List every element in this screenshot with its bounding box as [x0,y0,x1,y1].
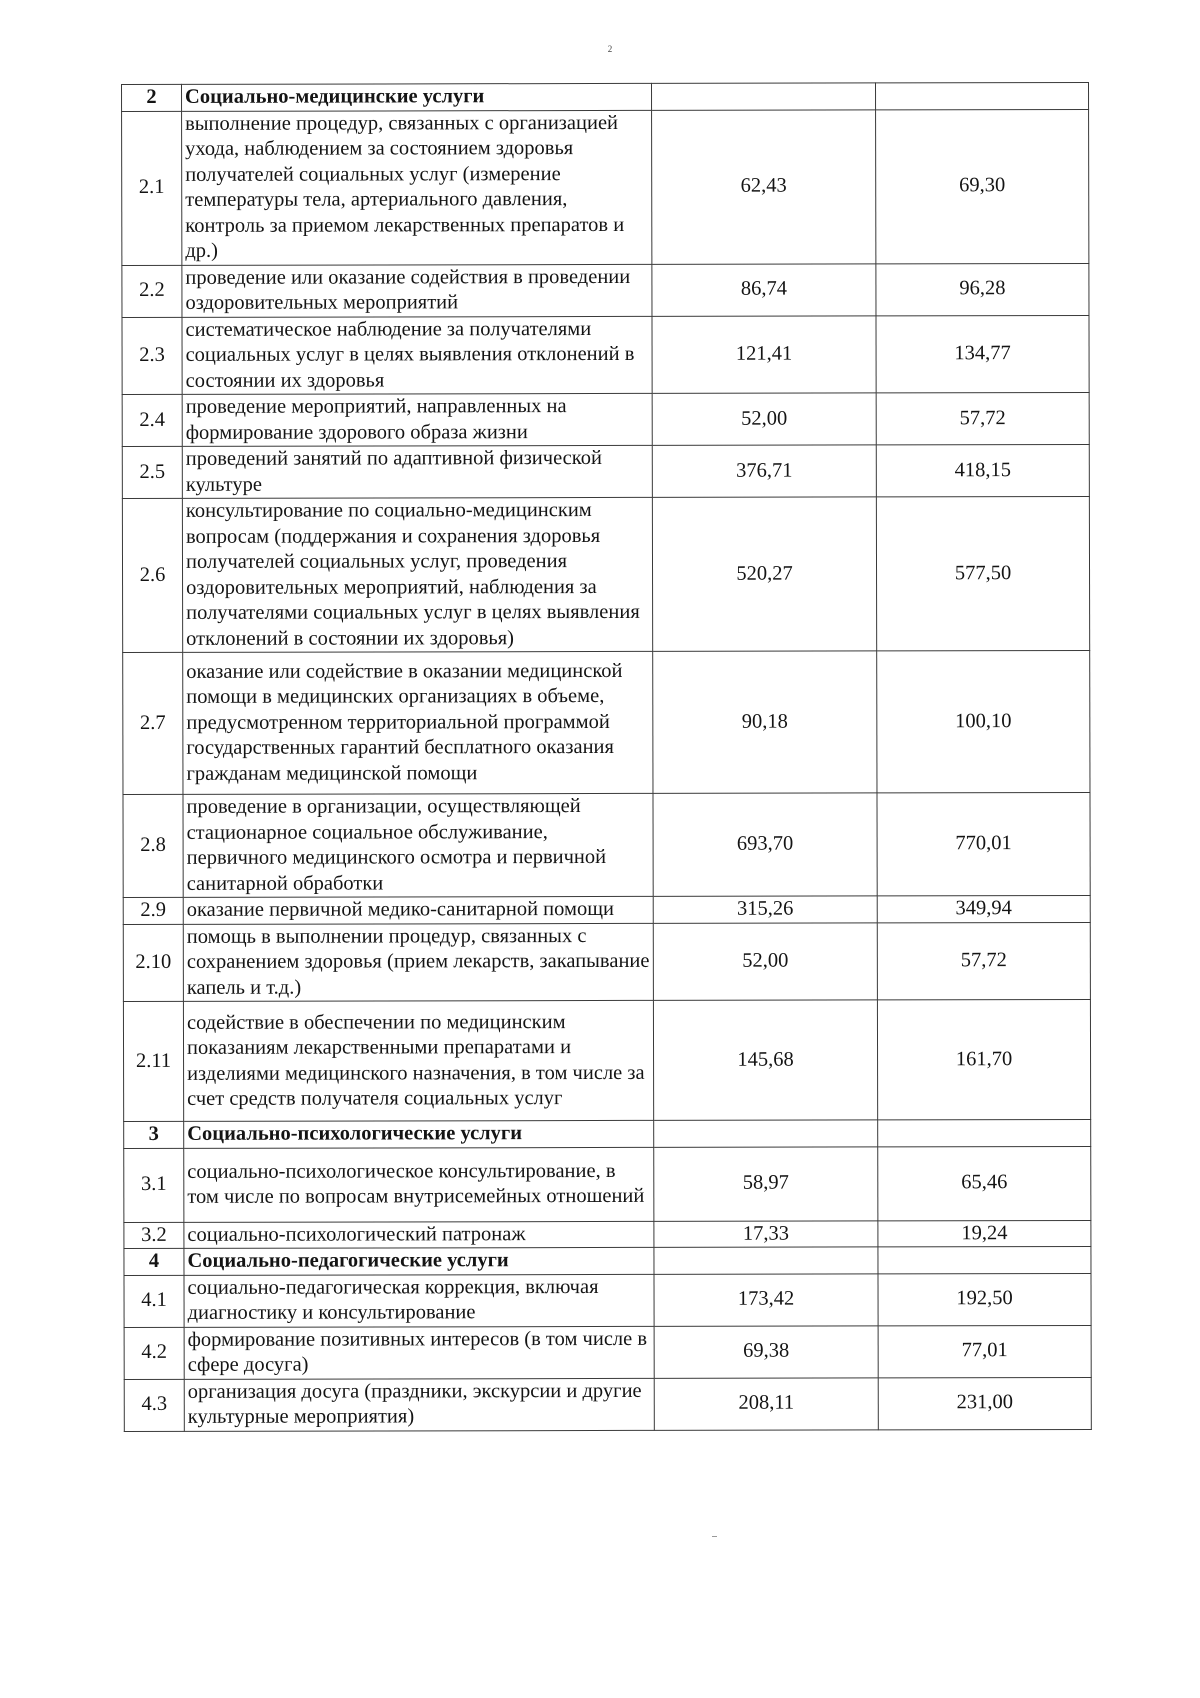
service-description-cell: оказание первичной медико-санитарной помощи [183,896,653,923]
value-cell-1 [651,83,875,110]
value-cell-2: 161,70 [877,999,1090,1119]
service-description-cell: оказание или содействие в оказании медицинской помощи в медицинских организациях в объеме, предусмотренном территориальной программой государственных гарантий бесплатного оказания гражданам медицинской помощи [183,651,653,794]
table-row [123,999,1090,1121]
value-cell-1: 69,38 [654,1325,878,1377]
value-cell-1: 52,00 [652,393,876,445]
service-description-cell: социально-психологическое консультирование, в том числе по вопросам внутрисемейных отношений [184,1147,654,1222]
service-description-cell: выполнение процедур, связанных с организацией ухода, наблюдением за состоянием здоровья получателей социальных услуг (измерение температуры тела, артериального давления, контроль за приемом лекарственных препаратов и др.) [182,110,652,265]
row-number-cell: 2.6 [122,498,182,652]
value-cell-1 [654,1120,878,1147]
value-cell-1: 121,41 [652,315,876,393]
table-row [123,922,1090,1002]
value-cell-1 [654,1247,878,1274]
service-description-cell: организация досуга (праздники, экскурсии и другие культурные мероприятия) [184,1378,654,1431]
value-cell-2: 192,50 [878,1273,1091,1325]
section-title-cell: Социально-педагогические услуги [184,1247,654,1274]
value-cell-1: 376,71 [652,445,876,497]
table-row [122,315,1089,395]
service-description-cell: социально-психологический патронаж [184,1221,654,1248]
value-cell-2: 65,46 [878,1146,1091,1220]
table-row [124,1325,1091,1379]
table-row [122,496,1089,652]
service-description-cell: социально-педагогическая коррекция, включая диагностику и консультирование [184,1274,654,1327]
row-number-cell: 2.11 [123,1001,183,1121]
row-number-cell: 2.4 [122,394,182,446]
section-row [124,1119,1091,1148]
value-cell-1: 86,74 [652,263,876,315]
value-cell-1: 62,43 [652,109,876,263]
scan-speck [712,1536,717,1537]
table-row [123,895,1090,924]
row-number-cell: 2 [122,84,182,111]
value-cell-2: 19,24 [878,1220,1091,1247]
table-row [124,1146,1091,1222]
value-cell-2: 77,01 [878,1325,1091,1377]
value-cell-1: 173,42 [654,1273,878,1325]
table-row [122,109,1089,265]
table-row [124,1377,1091,1431]
value-cell-1: 145,68 [653,1000,877,1120]
row-number-cell: 4.1 [124,1275,184,1327]
service-description-cell: помощь в выполнении процедур, связанных с сохранением здоровья (прием лекарств, закапывание капель и т.д.) [183,923,653,1001]
row-number-cell: 2.7 [123,652,183,794]
table-row [123,792,1090,897]
row-number-cell: 2.9 [123,897,183,924]
value-cell-1: 315,26 [653,896,877,923]
table-row [124,1220,1091,1249]
section-row [122,82,1089,111]
value-cell-2: 134,77 [876,315,1089,393]
service-description-cell: систематическое наблюдение за получателями социальных услуг в целях выявления отклонений в состоянии их здоровья [182,316,652,394]
service-description-cell: проведений занятий по адаптивной физической культуре [182,445,652,498]
table-row [124,1273,1091,1327]
row-number-cell: 4.2 [124,1327,184,1379]
service-description-cell: формирование позитивных интересов (в том числе в сфере досуга) [184,1326,654,1379]
table-row [122,263,1089,317]
value-cell-1: 90,18 [653,651,877,793]
service-description-cell: проведение мероприятий, направленных на формирование здорового образа жизни [182,393,652,446]
row-number-cell: 2.5 [122,446,182,498]
row-number-cell: 3.2 [124,1222,184,1249]
value-cell-2: 349,94 [877,895,1090,922]
value-cell-2 [878,1119,1091,1146]
value-cell-2 [875,82,1088,109]
value-cell-2 [878,1246,1091,1273]
value-cell-2: 69,30 [876,109,1089,263]
value-cell-1: 693,70 [653,793,877,896]
section-title-cell: Социально-медицинские услуги [182,83,652,110]
service-description-cell: содействие в обеспечении по медицинским показаниям лекарственными препаратами и изделиями медицинского назначения, в том числе за счет средств получателя социальных услуг [183,1000,653,1121]
row-number-cell: 3 [124,1121,184,1148]
row-number-cell: 2.8 [123,794,183,897]
section-row [124,1246,1091,1275]
row-number-cell: 2.1 [122,111,182,265]
table-row [123,650,1090,794]
value-cell-2: 57,72 [877,922,1090,1000]
service-description-cell: консультирование по социально-медицинским вопросам (поддержания и сохранения здоровья получателей социальных услуг, проведения оздоровительных мероприятий, наблюдения за получателями социальных услуг в целях выявления отклонений в состоянии их здоровья) [182,497,652,652]
value-cell-2: 96,28 [876,263,1089,315]
table-row [122,444,1089,498]
table-row [122,392,1089,446]
row-number-cell: 3.1 [124,1148,184,1222]
value-cell-2: 577,50 [876,496,1089,650]
value-cell-2: 418,15 [876,444,1089,496]
value-cell-2: 57,72 [876,392,1089,444]
value-cell-1: 58,97 [654,1146,878,1220]
row-number-cell: 2.10 [123,924,183,1002]
tariff-table [121,82,1092,1432]
row-number-cell: 2.3 [122,317,182,395]
section-title-cell: Социально-психологические услуги [184,1120,654,1147]
value-cell-1: 52,00 [653,922,877,1000]
value-cell-1: 208,11 [654,1377,878,1429]
row-number-cell: 2.2 [122,265,182,317]
value-cell-1: 17,33 [654,1220,878,1247]
service-description-cell: проведение в организации, осуществляющей стационарное социальное обслуживание, первичного медицинского осмотра и первичной санитарной обработки [183,793,653,897]
value-cell-1: 520,27 [652,497,876,651]
page-number: 2 [607,44,613,54]
service-description-cell: проведение или оказание содействия в проведении оздоровительных мероприятий [182,264,652,317]
row-number-cell: 4.3 [124,1379,184,1431]
row-number-cell: 4 [124,1248,184,1275]
value-cell-2: 231,00 [878,1377,1091,1429]
table-body [122,82,1092,1431]
value-cell-2: 100,10 [877,650,1090,792]
tariff-table-container [121,82,1091,1432]
value-cell-2: 770,01 [877,792,1090,895]
